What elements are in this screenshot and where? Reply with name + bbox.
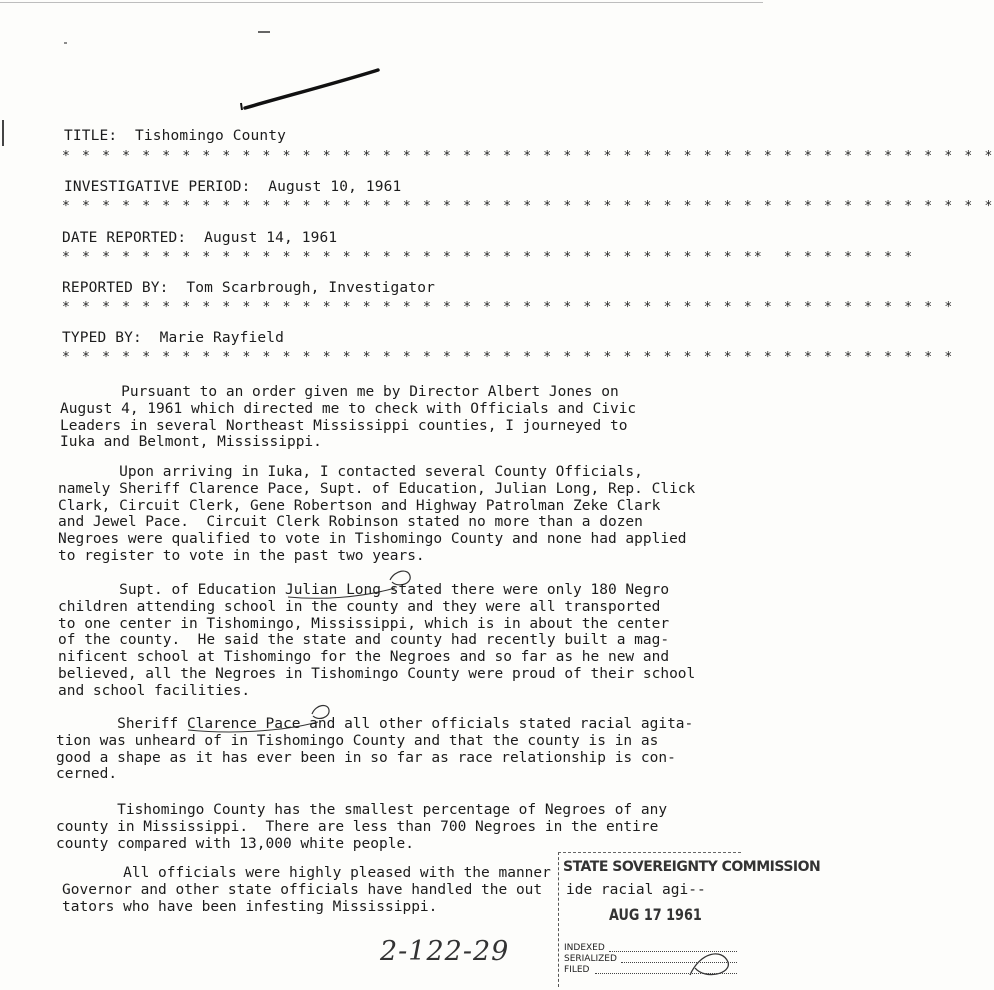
stamp-title: STATE SOVEREIGNTY COMMISSION xyxy=(563,859,821,875)
investigative-period: INVESTIGATIVE PERIOD: August 10, 1961 xyxy=(64,179,402,195)
date-reported: DATE REPORTED: August 14, 1961 xyxy=(62,230,338,246)
paragraph-1: Pursuant to an order given me by Director Albert Jones on August 4, 1961 which directed me to check with Officials and Civic Leaders in several Northeast Mississippi counties, I journeyed to Iuka and Belmont, Mississippi. xyxy=(60,384,637,451)
stamp-serialized xyxy=(564,954,617,964)
asterisk-divider: * * * * * * * * * * * * * * * * * * * * * * * * * * * * * * * * * * * * * * * * * * * * * * * xyxy=(62,149,994,164)
asterisk-divider: * * * * * * * * * * * * * * * * * * * * * * * * * * * * * * * * * * * * * * * * * * * * * * * xyxy=(62,199,994,214)
handwritten-file-number: 2-122-29 xyxy=(380,936,510,967)
typed-by: TYPED BY: Marie Rayfield xyxy=(62,330,284,346)
paragraph-6-tail: ide racial agi-- xyxy=(566,882,706,898)
paragraph-4: Sheriff Clarence Pace and all other officials stated racial agita- tion was unheard of in Tishomingo County and that the county is in as good a shape as it has ever been in so far as race relationship is con- cerned. xyxy=(56,716,694,783)
stamp-date: AUG 17 1961 xyxy=(609,905,702,924)
stamp-serialized-label: SERIALIZED xyxy=(564,954,617,964)
asterisk-divider: * * * * * * * * * * * * * * * * * * * * * * * * * * * * * * * * * * * * * * * * * * * * * xyxy=(62,300,955,315)
stamp-filed xyxy=(564,965,589,975)
stamp-filed-label: FILED xyxy=(564,965,590,975)
paragraph-5: Tishomingo County has the smallest percentage of Negroes of any county in Mississippi. There are less than 700 Negroes in the entire county compared with 13,000 white people. xyxy=(56,802,668,852)
asterisk-divider: * * * * * * * * * * * * * * * * * * * * * * * * * * * * * * * * * * * * * * * * * * * * * xyxy=(62,350,955,365)
commission-stamp xyxy=(558,852,821,987)
paragraph-6: All officials were highly pleased with the manner Governor and other state officials have handled the out tators who have been infesting Mississippi. xyxy=(62,865,551,915)
stamp-serialized-line xyxy=(621,954,737,963)
stamp-indexed-label: INDEXED xyxy=(564,943,605,953)
paragraph-3: Supt. of Education Julian Long stated there were only 180 Negro children attending school in the county and they were all transported to one center in Tishomingo, Mississippi, which is in about the center of the county. He said the state and county had recently built a mag- nificent school at Tishomingo for the Negroes and so far as he new and believed, all the Negroes in Tishomingo County were proud of their school and school facilities. xyxy=(58,582,696,699)
asterisk-divider: * * * * * * * * * * * * * * * * * * * * * * * * * * * * * * * * * * ** * * * * * * * xyxy=(62,250,915,265)
stamp-filed-line xyxy=(595,965,737,974)
report-title: TITLE: Tishomingo County xyxy=(64,128,286,144)
reported-by: REPORTED BY: Tom Scarbrough, Investigator xyxy=(62,280,435,296)
stamp-indexed xyxy=(564,943,605,953)
stamp-indexed-line xyxy=(609,943,737,952)
paragraph-2: Upon arriving in Iuka, I contacted several County Officials, namely Sheriff Clarence Pace, Supt. of Education, Julian Long, Rep. Click Clark, Circuit Clerk, Gene Robertson and Highway Patrolman Zeke Clark and Jewel Pace. Circuit Clerk Robinson stated no more than a dozen Negroes were qualified to vote in Tishomingo County and none had applied to register to vote in the past two years. xyxy=(58,464,696,564)
